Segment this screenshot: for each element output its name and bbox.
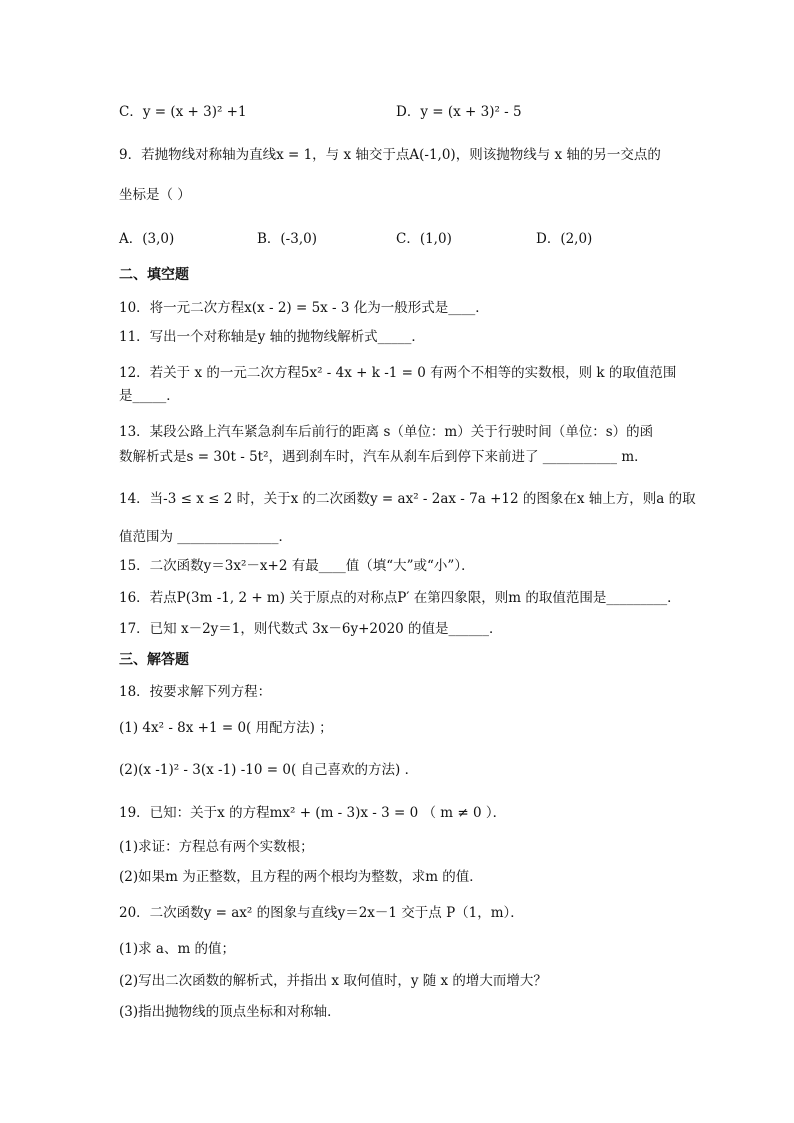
q19-part2: (2)如果m 为正整数，且方程的两个根均为整数，求m 的值． [119, 869, 483, 885]
q18-part2: (2)(x -1)² - 3(x -1) -10 = 0( 自己喜欢的方法) ． [119, 762, 419, 778]
q9-stem-line1: 9．若抛物线对称轴为直线x = 1，与 x 轴交于点A(-1,0)，则该抛物线与 x 轴的另一交点的 [119, 147, 661, 163]
q9-option-c: C．(1,0) [396, 231, 452, 247]
section-answer-title: 三、解答题 [119, 652, 189, 668]
q19-stem: 19．已知：关于x 的方程mx² + (m - 3)x - 3 = 0 （ m ≠ 0 ）． [119, 805, 507, 821]
q11: 11．写出一个对称轴是y 轴的抛物线解析式_____． [119, 329, 425, 345]
q12-line2: 是_____． [119, 388, 180, 404]
q14-line1: 14．当-3 ≤ x ≤ 2 时，关于x 的二次函数y = ax² - 2ax - 7a +12 的图象在x 轴上方，则a 的取 [119, 491, 696, 507]
q12-line1: 12．若关于 x 的一元二次方程5x² - 4x + k -1 = 0 有两个不相等的实数根，则 k 的取值范围 [119, 365, 677, 381]
q9-option-d: D．(2,0) [536, 231, 593, 247]
q17: 17．已知 x－2y＝1，则代数式 3x－6y+2020 的值是______． [119, 621, 503, 637]
q10: 10．将一元二次方程x(x - 2) = 5x - 3 化为一般形式是____． [119, 300, 489, 316]
q13-line2: 数解析式是s = 30t - 5t²，遇到刹车时，汽车从刹车后到停下来前进了 ___________ m． [119, 449, 648, 465]
section-fill-in-title: 二、填空题 [119, 267, 189, 283]
q20-part1: (1)求 a、m 的值； [119, 941, 236, 957]
q20-part3: (3)指出抛物线的顶点坐标和对称轴． [119, 1004, 341, 1020]
q8-option-d: D．y = (x + 3)² - 5 [396, 104, 522, 120]
q20-stem: 20．二次函数y = ax² 的图象与直线y＝2x－1 交于点 P（1，m）． [119, 905, 524, 921]
q18-stem: 18．按要求解下列方程： [119, 684, 272, 700]
q16: 16．若点P(3m -1, 2 + m) 关于原点的对称点P′ 在第四象限，则m 的取值范围是_________． [119, 590, 681, 606]
q15: 15．二次函数y＝3x²－x+2 有最____值（填“大”或“小”）． [119, 558, 475, 574]
q13-line1: 13．某段公路上汽车紧急刹车后前行的距离 s（单位：m）关于行驶时间（单位：s）的函 [119, 424, 654, 440]
q8-option-c: C．y = (x + 3)² +1 [119, 104, 247, 120]
q19-part1: (1)求证：方程总有两个实数根； [119, 839, 314, 855]
q20-part2: (2)写出二次函数的解析式，并指出 x 取何值时，y 随 x 的增大而增大？ [119, 973, 547, 989]
q18-part1: (1) 4x² - 8x +1 = 0( 用配方法) ； [119, 720, 333, 736]
q9-option-b: B．(-3,0) [257, 231, 317, 247]
q14-line2: 值范围为 _______________． [119, 529, 293, 545]
q9-stem-line2: 坐标是（ ） [119, 187, 191, 203]
q9-option-a: A．(3,0) [119, 231, 175, 247]
